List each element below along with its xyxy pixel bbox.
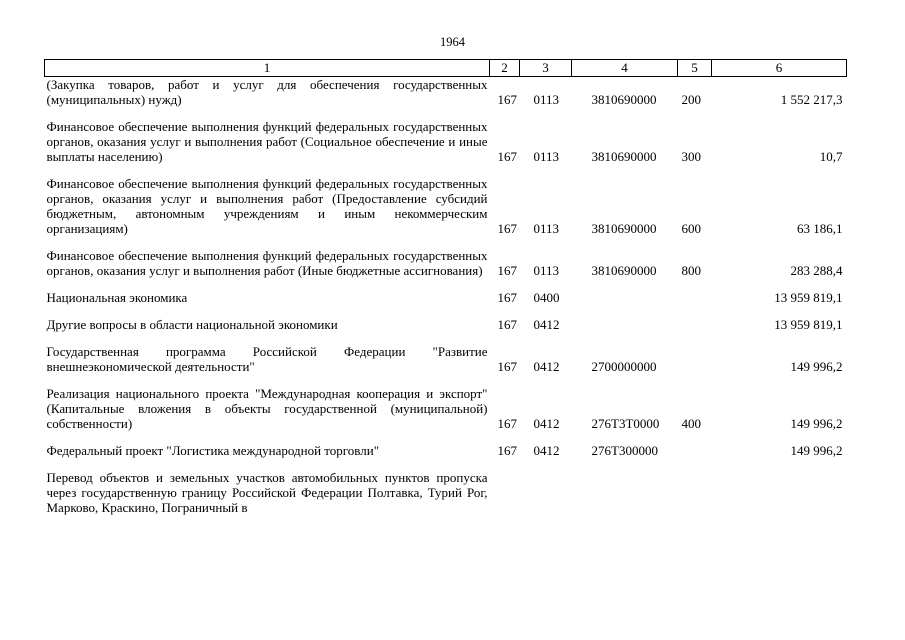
row-grbs [490, 470, 520, 515]
row-amount: 149 996,2 [790, 443, 843, 458]
row-section: 0113 [533, 263, 560, 278]
row-grbs: 167 [497, 359, 517, 374]
row-amount: 63 186,1 [797, 221, 843, 236]
row-section: 0412 [533, 443, 560, 458]
row-amount: 10,7 [819, 149, 843, 164]
row-expense-type [678, 317, 712, 332]
table-row [45, 290, 847, 305]
row-target-article: 3810690000 [591, 221, 657, 236]
table-row [45, 248, 847, 278]
row-section: 0113 [533, 149, 560, 164]
table-row [45, 386, 847, 431]
row-name: Финансовое обеспечение выполнения функций федеральных государственных органов, оказания услуг и выполнения работ (Социальное обеспечение и иные выплаты населению) [46, 119, 488, 164]
row-expense-type: 200 [681, 92, 701, 107]
row-expense-type: 400 [681, 416, 701, 431]
row-name: (Закупка товаров, работ и услуг для обеспечения государственных (муниципальных) нужд) [46, 77, 488, 107]
row-section: 0113 [533, 221, 560, 236]
row-grbs: 167 [497, 443, 517, 458]
table-row [45, 443, 847, 458]
row-expense-type: 600 [681, 221, 701, 236]
header-row [45, 60, 847, 77]
row-name: Государственная программа Российской Федерации "Развитие внешнеэкономической деятельности" [46, 344, 488, 374]
row-section: 0113 [533, 92, 560, 107]
table-row [45, 317, 847, 332]
row-section: 0412 [533, 317, 560, 332]
table-row [45, 344, 847, 374]
row-section: 0400 [533, 290, 560, 305]
row-grbs: 167 [497, 263, 517, 278]
header-col-6: 6 [712, 60, 847, 77]
row-section: 0412 [533, 416, 560, 431]
row-grbs: 167 [497, 317, 517, 332]
row-target-article [572, 317, 678, 332]
header-col-1: 1 [45, 60, 490, 77]
row-target-article: 3810690000 [591, 263, 657, 278]
row-target-article: 2700000000 [591, 359, 657, 374]
row-name: Финансовое обеспечение выполнения функций федеральных государственных органов, оказания услуг и выполнения работ (Иные бюджетные ассигнования) [46, 248, 488, 278]
table-row [45, 470, 847, 515]
row-amount: 13 959 819,1 [774, 317, 843, 332]
row-amount: 149 996,2 [790, 359, 843, 374]
row-expense-type [678, 290, 712, 305]
row-grbs: 167 [497, 290, 517, 305]
row-expense-type [678, 443, 712, 458]
row-target-article: 276Т300000 [591, 443, 658, 458]
row-amount: 1 552 217,3 [780, 92, 843, 107]
table-row [45, 119, 847, 164]
row-grbs: 167 [497, 149, 517, 164]
row-amount: 149 996,2 [790, 416, 843, 431]
row-name: Финансовое обеспечение выполнения функций федеральных государственных органов, оказания услуг и выполнения работ (Предоставление субсидий бюджетным, автономным учреждениям и иным некоммерческим организациям) [46, 176, 488, 236]
row-name: Реализация национального проекта "Международная кооперация и экспорт" (Капитальные вложения в объекты государственной (муниципальной) собственности) [46, 386, 488, 431]
row-grbs: 167 [497, 92, 517, 107]
row-grbs: 167 [497, 221, 517, 236]
header-col-2: 2 [490, 60, 520, 77]
table-row [45, 77, 847, 108]
row-target-article: 3810690000 [591, 92, 657, 107]
row-target-article: 3810690000 [591, 149, 657, 164]
row-section: 0412 [533, 359, 560, 374]
row-expense-type [678, 470, 712, 515]
row-grbs: 167 [497, 416, 517, 431]
header-col-4: 4 [572, 60, 678, 77]
row-expense-type [678, 344, 712, 374]
row-amount [712, 470, 847, 515]
header-col-3: 3 [520, 60, 572, 77]
row-target-article [572, 470, 678, 515]
header-col-5: 5 [678, 60, 712, 77]
table-row [45, 176, 847, 236]
row-name: Федеральный проект "Логистика международной торговли" [46, 443, 380, 458]
row-name: Национальная экономика [46, 290, 188, 305]
row-expense-type: 800 [681, 263, 701, 278]
row-target-article [572, 290, 678, 305]
row-section [520, 470, 572, 515]
row-amount: 283 288,4 [790, 263, 843, 278]
row-name: Другие вопросы в области национальной экономики [46, 317, 338, 332]
row-expense-type: 300 [681, 149, 701, 164]
row-amount: 13 959 819,1 [774, 290, 843, 305]
budget-table [44, 59, 847, 515]
page-number: 1964 [440, 35, 465, 49]
row-target-article: 276Т3Т0000 [591, 416, 660, 431]
row-name: Перевод объектов и земельных участков автомобильных пунктов пропуска через государственную границу Российской Федерации Полтавка, Турий Рог, Марково, Краскино, Пограничный в [46, 470, 488, 515]
